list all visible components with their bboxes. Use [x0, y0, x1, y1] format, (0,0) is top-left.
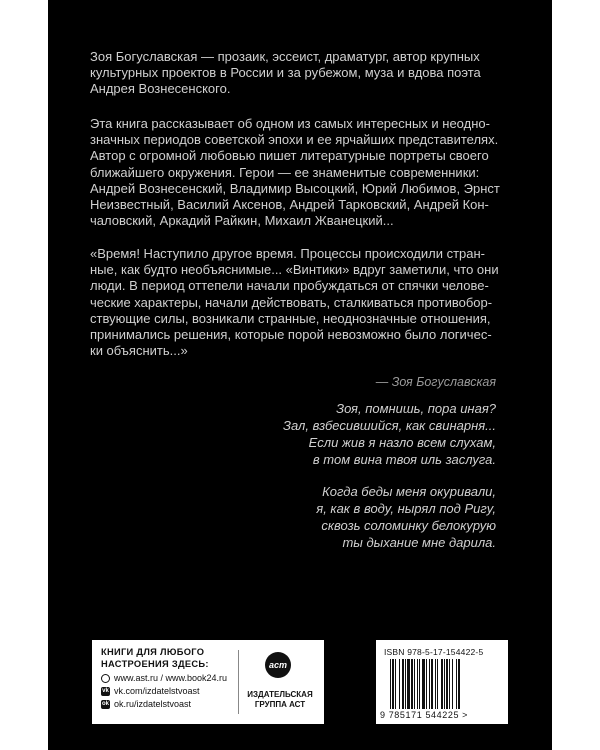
- quote-signature: — Зоя Богуславская: [375, 375, 496, 389]
- quote-paragraph: «Время! Наступило другое время. Процессы происходили стран- ные, как будто необъяснимые... «Винтики» вдруг заметили, что они люди. В период оттепели начали пробуждаться от спячки челове- ческие характеры, начали действовать, сталкиваться противобор- ствующие силы, возникали странные, неоднозначные отношения, принимались решения, которые порой невозможно было логичес- ки объяснить...»: [90, 246, 499, 359]
- info-title: КНИГИ ДЛЯ ЛЮБОГО НАСТРОЕНИЯ ЗДЕСЬ:: [101, 647, 209, 669]
- poem-line: сквозь соломинку белокурую: [321, 518, 496, 533]
- poem-line: Когда беды меня окуривали,: [322, 484, 496, 499]
- author-bio-paragraph: Зоя Богуславская — прозаик, эссеист, драматург, автор крупных культурных проектов в России и за рубежом, муза и вдова поэта Андрея Вознесенского.: [90, 49, 481, 97]
- barcode-icon: [388, 659, 496, 711]
- ok-link[interactable]: [101, 699, 191, 710]
- website-text: www.ast.ru / www.book24.ru: [114, 673, 228, 683]
- ok-text: ok.ru/izdatelstvoast: [114, 699, 192, 709]
- isbn-text: ISBN 978-5-17-154422-5: [384, 647, 484, 657]
- vk-text: vk.com/izdatelstvoast: [114, 686, 200, 696]
- poem-line: ты дыхание мне дарила.: [342, 535, 496, 550]
- poem-stanza-1: [196, 400, 496, 468]
- poem-line: Зал, взбесившийся, как свинарня...: [282, 418, 496, 433]
- ok-icon: ok: [101, 701, 109, 707]
- poem-line: в том вина твоя иль заслуга.: [312, 452, 496, 467]
- ast-logo-icon: аст: [265, 652, 291, 678]
- info-divider: [238, 650, 239, 714]
- barcode-box: [376, 640, 508, 724]
- poem-line: я, как в воду, нырял под Ригу,: [316, 501, 496, 516]
- globe-icon: [101, 674, 110, 683]
- publisher-info-box: [92, 640, 324, 724]
- poem-line: Если жив я назло всем слухам,: [308, 435, 496, 450]
- book-back-cover: [48, 0, 552, 750]
- vk-icon: vk: [102, 688, 109, 694]
- poem-line: Зоя, помнишь, пора иная?: [336, 401, 496, 416]
- publisher-name: ИЗДАТЕЛЬСКАЯ ГРУППА АСТ: [247, 690, 313, 709]
- book-description-paragraph: Эта книга рассказывает об одном из самых интересных и неодно- значных периодов советской эпохи и ее ярчайших представителях. Автор с огромной любовью пишет литературные портреты своего ближайшего окружения. Герои — ее знаменитые современники: Андрей Вознесенский, Владимир Высоцкий, Юрий Любимов, Эрнст Неизвестный, Василий Аксенов, Андрей Тарковский, Андрей Кон- чаловский, Аркадий Райкин, Михаил Жванецкий...: [90, 116, 500, 229]
- website-links[interactable]: [101, 673, 227, 684]
- barcode-digits: 9 785171 544225 >: [380, 710, 469, 720]
- vk-link[interactable]: [101, 686, 200, 697]
- poem-stanza-2: [196, 483, 496, 551]
